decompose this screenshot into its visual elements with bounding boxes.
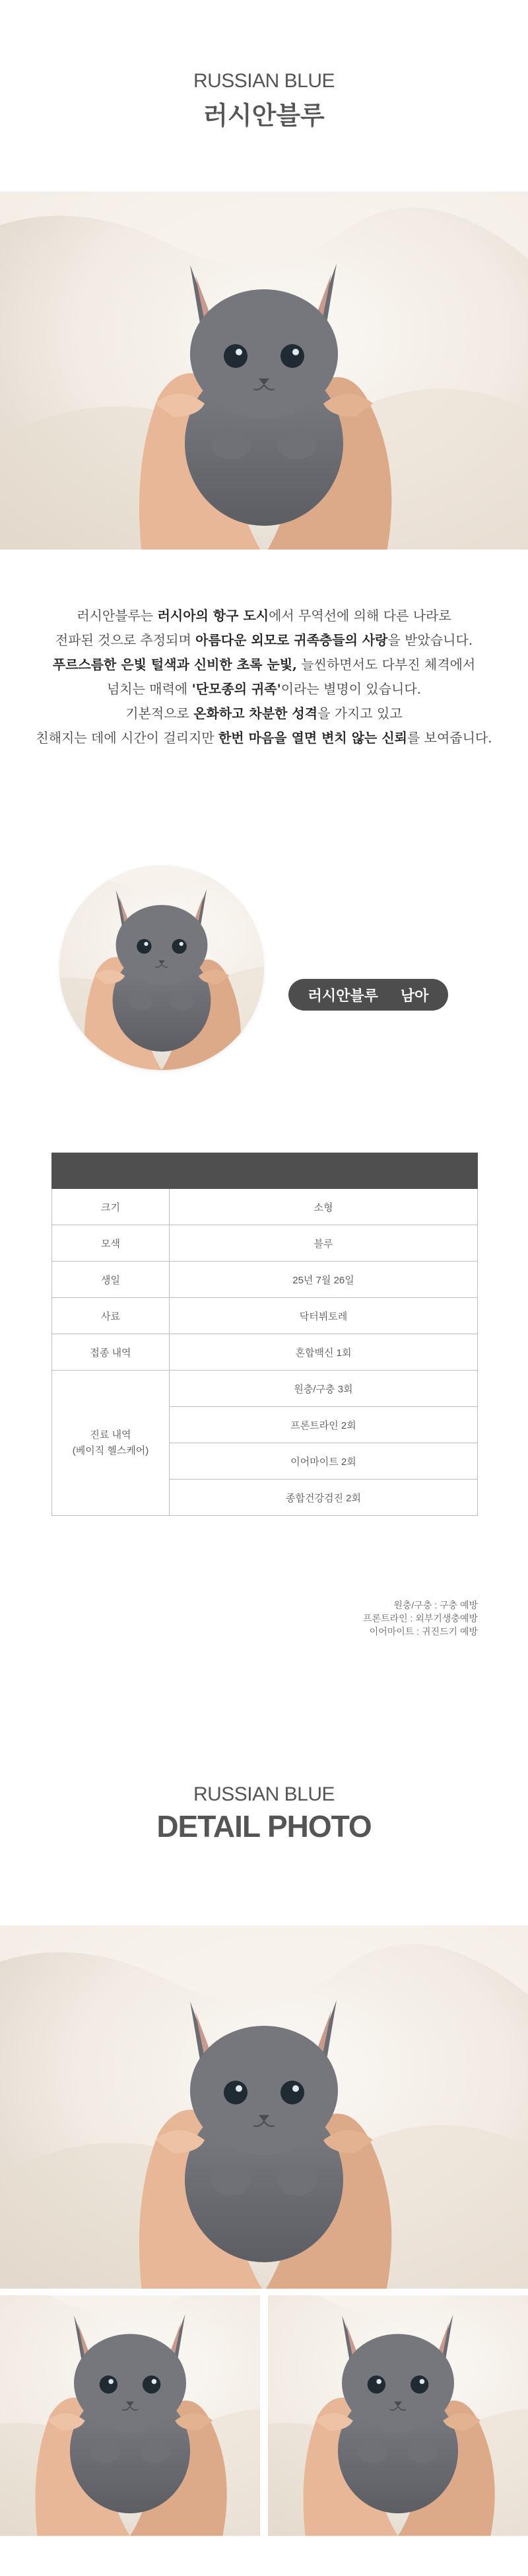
profile-kitten-photo [59, 865, 264, 1070]
table-header-row [52, 1153, 478, 1189]
profile-breed: 러시안블루 [308, 987, 378, 1004]
profile-sex: 남아 [400, 987, 429, 1004]
table-row: 진료 내역 (베이직 헬스케어) 원충/구충 3회 [52, 1371, 478, 1407]
section2-title: DETAIL PHOTO [156, 1809, 372, 1843]
profile-badge [288, 979, 448, 1011]
detail-photo-large [0, 1925, 528, 2289]
info-table [51, 1153, 478, 1516]
table-footnotes: 원충/구충 : 구충 예방 프론트라인 : 외부기생충예방 이어마이트 : 귀진드기 예방 [363, 1600, 478, 1637]
breed-description: 러시안블루는 러시아의 항구 도시에서 무역선에 의해 다른 나라로 전파된 것으로 추정되며 아름다운 외모로 귀족층들의 사랑을 받았습니다. 푸르스름한 은빛 털색과 신비한 초록 눈빛, 늘씬하면서도 다부진 체격에서 넘치는 매력에 '단모종의 귀족'이라는 별명이 있습니다. 기본적으로 온화하고 차분한 성격을 가지고 있고 친해지는 데에 시간이 걸리지만 한번 마음을 열면 변치 않는 신뢰를 보여줍니다. [36, 608, 492, 746]
table-row: 이어마이트 2회 [52, 1443, 478, 1480]
detail-photo-right [268, 2295, 528, 2576]
hero-kitten-photo [0, 192, 528, 550]
table-row: 프론트라인 2회 [52, 1407, 478, 1443]
section-title-en: RUSSIAN BLUE [193, 70, 335, 92]
table-row: 종합건강검진 2회 [52, 1480, 478, 1516]
table-row: 크기 소형 [52, 1189, 478, 1225]
section-header-detail [0, 1783, 528, 1844]
section-header-breed [0, 70, 528, 131]
table-row: 사료 닥터뷔토레 [52, 1298, 478, 1334]
care-history-label: 진료 내역 (베이직 헬스케어) [52, 1371, 170, 1516]
section2-title-en: RUSSIAN BLUE [193, 1783, 335, 1805]
section-title-ko: 러시안블루 [203, 102, 325, 130]
table-row: 모색 블루 [52, 1225, 478, 1262]
detail-photo-left [0, 2295, 260, 2576]
table-row: 접종 내역 혼합백신 1회 [52, 1334, 478, 1371]
table-row: 생일 25년 7월 26일 [52, 1262, 478, 1298]
